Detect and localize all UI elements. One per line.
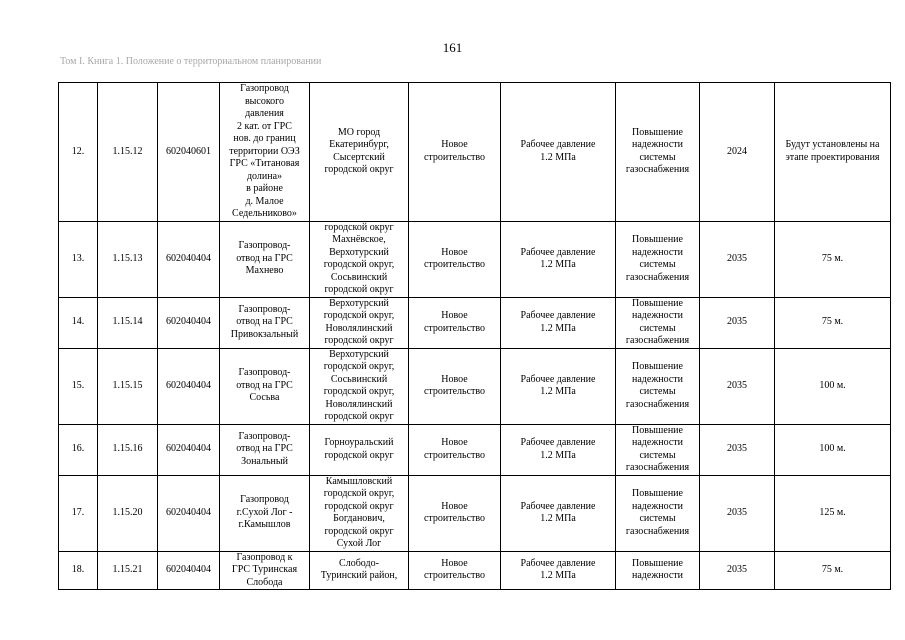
table-row [59,348,891,424]
object-purpose-cell [616,297,700,348]
protection-zone: 75 м. [821,252,844,264]
objects-table [58,82,891,590]
work-type-cell [409,221,501,297]
object-code-cell [98,424,158,475]
object-location-cell [310,83,409,222]
object-code-cell [98,551,158,590]
class-code: 602040404 [166,252,211,264]
class-code: 602040404 [166,379,211,391]
object-name-cell [220,551,310,590]
row-number-cell [59,348,98,424]
completion-year: 2035 [727,443,747,455]
work-type: Новое строительство [423,373,486,397]
class-code: 602040404 [166,316,211,328]
object-purpose: Повышение надежности системы газоснабжения [625,424,690,473]
object-name-cell [220,424,310,475]
completion-year: 2035 [727,379,747,391]
object-location: городской округ Махнёвское, Верхотурский городской округ, Сосьвинский городской округ [323,221,395,295]
object-name-cell [220,221,310,297]
object-location: Верхотурский городской округ, Новолялинский городской округ [323,297,395,346]
row-number: 18. [71,564,85,575]
class-code-cell [158,83,220,222]
protection-zone-cell [775,424,891,475]
class-code-cell [158,551,220,590]
object-code-cell [98,221,158,297]
object-location-cell [310,221,409,297]
completion-year-cell [700,551,775,590]
row-number-cell [59,221,98,297]
page-number: 161 [442,40,463,55]
object-location: МО город Екатеринбург, Сысертский городской округ [324,126,394,176]
object-purpose: Повышение надежности системы газоснабжения [625,234,690,283]
object-parameters: Рабочее давление 1.2 МПа [520,310,596,334]
object-location: Горноуральский городской округ [324,437,394,461]
table-row [59,475,891,551]
class-code-cell [158,297,220,348]
object-name: Газопровод высокого давления 2 кат. от ГРС нов. до границ территории ОЭЗ ГРС «Титановая долина» в районе д. Малое Седельниково» [229,83,300,219]
protection-zone: 100 м. [819,443,846,455]
object-location-cell [310,551,409,590]
row-number-cell [59,83,98,222]
row-number: 14. [71,316,85,328]
object-purpose: Повышение надежности системы газоснабжения [625,488,690,537]
object-parameters-cell [501,551,616,590]
object-location-cell [310,297,409,348]
completion-year-cell [700,297,775,348]
table-row [59,83,891,222]
object-parameters-cell [501,475,616,551]
protection-zone: 75 м. [821,564,844,575]
object-code: 1.15.14 [112,316,143,328]
object-code: 1.15.13 [112,252,143,264]
row-number-cell [59,551,98,590]
object-name-cell [220,348,310,424]
protection-zone: 125 м. [819,506,846,518]
object-name: Газопровод к ГРС Туринская Слобода [231,551,298,588]
work-type: Новое строительство [423,139,486,163]
object-code: 1.15.16 [112,443,143,455]
row-number: 16. [71,443,85,455]
object-code: 1.15.12 [112,145,143,157]
class-code-cell [158,475,220,551]
object-location-cell [310,424,409,475]
object-name: Газопровод г.Сухой Лог - г.Камышлов [236,494,293,531]
object-name-cell [220,297,310,348]
object-parameters: Рабочее давление 1.2 МПа [520,373,596,397]
object-name-cell [220,83,310,222]
completion-year-cell [700,221,775,297]
completion-year: 2035 [727,506,747,518]
object-location-cell [310,475,409,551]
row-number-cell [59,297,98,348]
object-purpose: Повышение надежности системы газоснабжения [625,361,690,410]
row-number: 13. [71,252,85,264]
table-row [59,551,891,590]
object-parameters: Рабочее давление 1.2 МПа [520,557,596,582]
running-title: Том I. Книга 1. Положение о территориальном планировании [60,56,322,67]
object-purpose-cell [616,83,700,222]
class-code: 602040404 [166,506,211,518]
object-purpose: Повышение надежности [632,557,683,582]
completion-year-cell [700,424,775,475]
object-name: Газопровод- отвод на ГРС Сосьва [236,367,293,404]
work-type: Новое строительство [423,557,486,582]
row-number-cell [59,424,98,475]
protection-zone: 75 м. [821,316,844,328]
object-parameters-cell [501,348,616,424]
object-code: 1.15.15 [112,379,143,391]
object-code: 1.15.20 [112,506,143,518]
row-number-cell [59,475,98,551]
work-type: Новое строительство [423,310,486,334]
protection-zone-cell [775,475,891,551]
completion-year-cell [700,475,775,551]
protection-zone-cell [775,221,891,297]
class-code-cell [158,221,220,297]
protection-zone-cell [775,551,891,590]
object-purpose-cell [616,475,700,551]
object-location: Камышловский городской округ, городской округ Богданович, городской округ Сухой Лог [323,475,395,549]
object-purpose-cell [616,424,700,475]
row-number: 12. [71,145,85,157]
work-type: Новое строительство [423,500,486,524]
object-purpose-cell [616,221,700,297]
object-parameters: Рабочее давление 1.2 МПа [520,437,596,461]
class-code-cell [158,424,220,475]
object-name: Газопровод- отвод на ГРС Зональный [236,430,293,467]
object-purpose: Повышение надежности системы газоснабжения [625,126,690,176]
object-code-cell [98,348,158,424]
object-parameters: Рабочее давление 1.2 МПа [520,500,596,524]
class-code-cell [158,348,220,424]
object-code-cell [98,83,158,222]
protection-zone: Будут установлены на этапе проектирования [785,139,880,163]
object-code-cell [98,475,158,551]
completion-year: 2024 [727,145,747,157]
object-location: Слободо- Туринский район, [320,557,398,582]
work-type-cell [409,424,501,475]
object-parameters-cell [501,221,616,297]
object-code-cell [98,297,158,348]
class-code: 602040404 [166,443,211,455]
completion-year: 2035 [727,316,747,328]
object-purpose-cell [616,348,700,424]
table-body [59,83,891,590]
table-row [59,297,891,348]
completion-year-cell [700,348,775,424]
protection-zone: 100 м. [819,379,846,391]
object-code: 1.15.21 [112,564,143,575]
work-type-cell [409,551,501,590]
work-type: Новое строительство [423,246,486,270]
object-name: Газопровод- отвод на ГРС Махнево [236,240,293,277]
object-location: Верхотурский городской округ, Сосьвинский городской округ, Новолялинский городской округ [323,348,395,422]
protection-zone-cell [775,83,891,222]
class-code: 602040601 [166,145,211,157]
row-number: 17. [71,506,85,518]
object-location-cell [310,348,409,424]
protection-zone-cell [775,348,891,424]
work-type-cell [409,475,501,551]
work-type: Новое строительство [423,437,486,461]
object-parameters: Рабочее давление 1.2 МПа [520,139,596,163]
table-row [59,221,891,297]
row-number: 15. [71,379,85,391]
object-purpose-cell [616,551,700,590]
object-parameters-cell [501,424,616,475]
object-name: Газопровод- отвод на ГРС Привокзальный [230,303,299,340]
work-type-cell [409,297,501,348]
protection-zone-cell [775,297,891,348]
table-row [59,424,891,475]
work-type-cell [409,348,501,424]
object-purpose: Повышение надежности системы газоснабжения [625,297,690,346]
completion-year: 2035 [727,564,747,575]
object-parameters-cell [501,297,616,348]
work-type-cell [409,83,501,222]
class-code: 602040404 [166,564,211,575]
completion-year-cell [700,83,775,222]
completion-year: 2035 [727,252,747,264]
object-parameters-cell [501,83,616,222]
object-name-cell [220,475,310,551]
object-parameters: Рабочее давление 1.2 МПа [520,246,596,270]
